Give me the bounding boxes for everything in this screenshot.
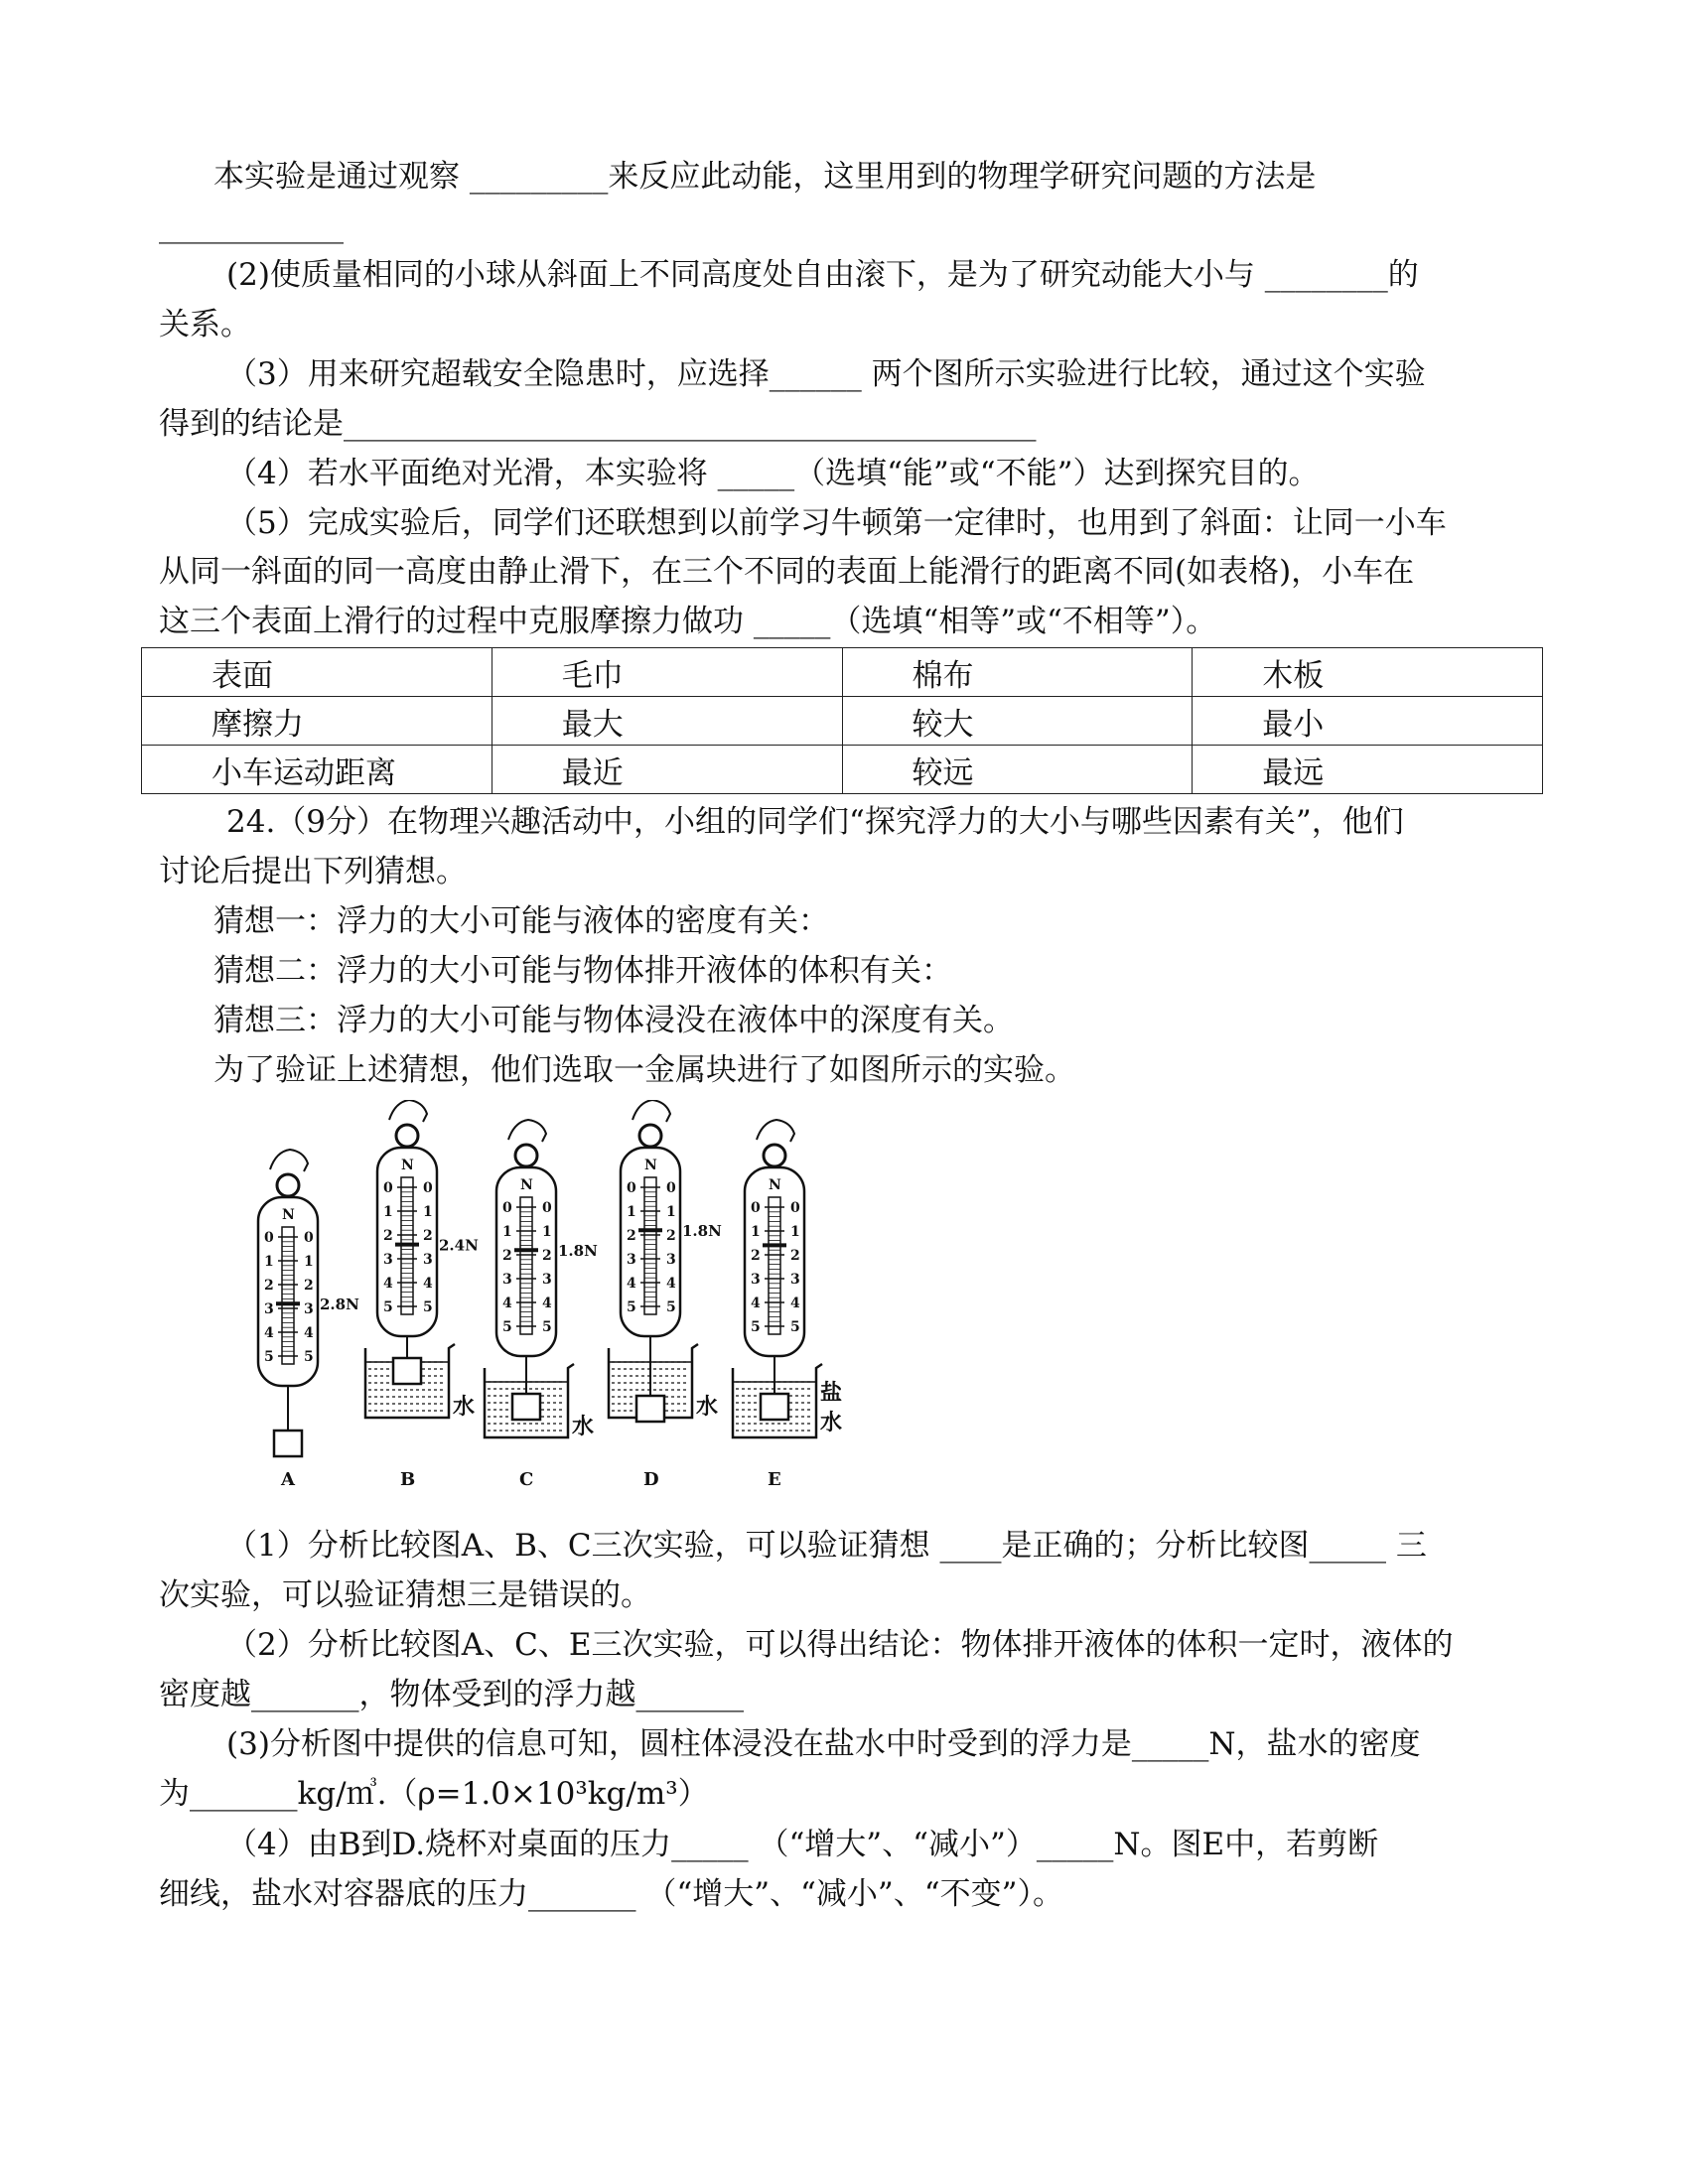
tick-label: 1 bbox=[304, 1254, 314, 1270]
spring-scale-A bbox=[258, 1150, 359, 1490]
hand-icon bbox=[389, 1100, 427, 1122]
tick-label: 4 bbox=[423, 1276, 433, 1292]
tick-label: 2 bbox=[790, 1248, 800, 1264]
spring-scale-B bbox=[365, 1100, 479, 1490]
reading-label: 2.8N bbox=[320, 1296, 359, 1314]
tick-label: 1 bbox=[751, 1224, 761, 1240]
figure-label: D bbox=[643, 1469, 659, 1490]
tick-label: 0 bbox=[264, 1230, 274, 1246]
tick-label: 3 bbox=[264, 1301, 274, 1317]
ring-icon bbox=[764, 1145, 785, 1166]
tick-label: 4 bbox=[790, 1296, 800, 1311]
tick-label: 0 bbox=[383, 1180, 393, 1196]
ring-icon bbox=[515, 1145, 537, 1166]
text-line: 本实验是通过观察 _________来反应此动能，这里用到的物理学研究问题的方法是 bbox=[213, 159, 1317, 195]
metal-block bbox=[636, 1396, 664, 1422]
tick-label: 4 bbox=[542, 1296, 552, 1311]
tick-label: 3 bbox=[383, 1252, 393, 1268]
tick-label: 1 bbox=[790, 1224, 800, 1240]
text-line: 关系。 bbox=[159, 307, 251, 342]
hand-icon bbox=[508, 1120, 546, 1142]
table-cell: 最大 bbox=[492, 697, 842, 746]
figure-label: C bbox=[519, 1469, 534, 1490]
tick-label: 5 bbox=[304, 1349, 314, 1365]
table-row bbox=[142, 746, 1543, 794]
tick-label: 1 bbox=[502, 1224, 512, 1240]
scale-track bbox=[520, 1197, 532, 1334]
tick-label: 3 bbox=[423, 1252, 433, 1268]
tick-label: 5 bbox=[502, 1319, 512, 1335]
tick-label: 4 bbox=[502, 1296, 512, 1311]
tick-label: 4 bbox=[264, 1325, 274, 1341]
metal-block bbox=[274, 1431, 302, 1456]
figure-label: E bbox=[768, 1469, 781, 1490]
surface-table bbox=[141, 647, 1543, 794]
tick-label: 3 bbox=[304, 1301, 314, 1317]
text-line: 猜想二：浮力的大小可能与物体排开液体的体积有关： bbox=[213, 953, 952, 989]
tick-label: 2 bbox=[502, 1248, 512, 1264]
tick-label: 4 bbox=[627, 1276, 636, 1292]
tick-label: 0 bbox=[542, 1200, 552, 1216]
scale-unit-label: N bbox=[644, 1158, 657, 1173]
liquid-label: 水 bbox=[453, 1394, 476, 1420]
tick-label: 3 bbox=[751, 1272, 761, 1288]
tick-label: 2 bbox=[264, 1278, 274, 1294]
tick-label: 3 bbox=[542, 1272, 552, 1288]
tick-label: 4 bbox=[751, 1296, 761, 1311]
tick-label: 2 bbox=[666, 1228, 676, 1244]
tick-label: 5 bbox=[423, 1299, 433, 1315]
table-row bbox=[142, 697, 1543, 746]
tick-label: 0 bbox=[304, 1230, 314, 1246]
reading-label: 2.4N bbox=[439, 1236, 479, 1255]
tick-label: 3 bbox=[666, 1252, 676, 1268]
tick-label: 3 bbox=[790, 1272, 800, 1288]
scale-unit-label: N bbox=[282, 1207, 295, 1223]
tick-label: 1 bbox=[423, 1204, 433, 1220]
text-line: 猜想三：浮力的大小可能与物体浸没在液体中的深度有关。 bbox=[213, 1003, 1014, 1038]
tick-label: 4 bbox=[383, 1276, 393, 1292]
scale-track bbox=[644, 1177, 656, 1314]
tick-label: 0 bbox=[502, 1200, 512, 1216]
scale-unit-label: N bbox=[769, 1177, 781, 1193]
tick-label: 5 bbox=[627, 1299, 636, 1315]
metal-block bbox=[761, 1394, 788, 1420]
tick-label: 2 bbox=[383, 1228, 393, 1244]
table-cell: 最近 bbox=[492, 746, 842, 794]
ring-icon bbox=[396, 1125, 418, 1147]
text-line: 次实验，可以验证猜想三是错误的。 bbox=[159, 1577, 651, 1613]
text-line: 密度越_______，物体受到的浮力越_______ bbox=[159, 1677, 744, 1712]
figure-label: B bbox=[400, 1469, 416, 1490]
text-line: 为了验证上述猜想，他们选取一金属块进行了如图所示的实验。 bbox=[213, 1052, 1075, 1088]
spring-scale-C bbox=[485, 1120, 598, 1490]
text-line: (2)使质量相同的小球从斜面上不同高度处自由滚下，是为了研究动能大小与 ________的 bbox=[226, 257, 1419, 293]
figure-label: A bbox=[281, 1469, 295, 1490]
tick-label: 1 bbox=[666, 1204, 676, 1220]
tick-label: 0 bbox=[627, 1180, 636, 1196]
text-line: (3)分析图中提供的信息可知，圆柱体浸没在盐水中时受到的浮力是_____N，盐水的密度 bbox=[226, 1726, 1421, 1762]
scale-unit-label: N bbox=[520, 1177, 533, 1193]
reading-label: 1.8N bbox=[558, 1242, 598, 1261]
tick-label: 2 bbox=[751, 1248, 761, 1264]
tick-label: 0 bbox=[790, 1200, 800, 1216]
table-cell: 木板 bbox=[1193, 648, 1543, 697]
text-line: 为_______kg/㎥.（ρ=1.0×10³kg/m³） bbox=[159, 1776, 709, 1812]
liquid-label: 水 bbox=[696, 1394, 719, 1420]
text-line: （3）用来研究超载安全隐患时，应选择______ 两个图所示实验进行比较，通过这个实验 bbox=[226, 356, 1426, 392]
scale-track bbox=[769, 1197, 780, 1334]
tick-label: 5 bbox=[542, 1319, 552, 1335]
tick-label: 5 bbox=[264, 1349, 274, 1365]
text-line: ____________ bbox=[159, 208, 344, 244]
text-line: 细线，盐水对容器底的压力_______ （“增大”、“减小”、“不变”）。 bbox=[159, 1876, 1063, 1912]
reading-label: 1.8N bbox=[682, 1222, 722, 1241]
tick-label: 2 bbox=[423, 1228, 433, 1244]
hand-icon bbox=[757, 1120, 794, 1142]
text-line: 猜想一：浮力的大小可能与液体的密度有关： bbox=[213, 903, 829, 939]
table-cell: 摩擦力 bbox=[142, 697, 492, 746]
hand-icon bbox=[633, 1100, 670, 1122]
spring-scale-E bbox=[733, 1120, 842, 1490]
tick-label: 1 bbox=[264, 1254, 274, 1270]
table-cell: 表面 bbox=[142, 648, 492, 697]
tick-label: 0 bbox=[423, 1180, 433, 1196]
tick-label: 0 bbox=[751, 1200, 761, 1216]
table-cell: 较远 bbox=[842, 746, 1193, 794]
tick-label: 3 bbox=[502, 1272, 512, 1288]
tick-label: 1 bbox=[627, 1204, 636, 1220]
ring-icon bbox=[277, 1174, 299, 1196]
scale-unit-label: N bbox=[401, 1158, 414, 1173]
scale-track bbox=[282, 1227, 294, 1364]
text-line: （2）分析比较图A、C、E三次实验，可以得出结论：物体排开液体的体积一定时，液体的 bbox=[226, 1627, 1454, 1663]
liquid-label: 水 bbox=[572, 1414, 595, 1439]
text-line: 讨论后提出下列猜想。 bbox=[159, 854, 467, 889]
tick-label: 1 bbox=[542, 1224, 552, 1240]
text-line: 这三个表面上滑行的过程中克服摩擦力做功 _____（选填“相等”或“不相等”）。 bbox=[159, 604, 1217, 639]
metal-block bbox=[393, 1358, 421, 1384]
tick-label: 1 bbox=[383, 1204, 393, 1220]
spring-scale-D bbox=[609, 1100, 722, 1490]
table-cell: 毛巾 bbox=[492, 648, 842, 697]
tick-label: 0 bbox=[666, 1180, 676, 1196]
text-line: 24.（9分）在物理兴趣活动中，小组的同学们“探究浮力的大小与哪些因素有关”，他们 bbox=[226, 804, 1404, 840]
tick-label: 5 bbox=[383, 1299, 393, 1315]
liquid-label: 盐 bbox=[820, 1380, 843, 1406]
text-line: （4）若水平面绝对光滑，本实验将 _____（选填“能”或“不能”）达到探究目的。 bbox=[226, 456, 1320, 491]
tick-label: 2 bbox=[542, 1248, 552, 1264]
tick-label: 3 bbox=[627, 1252, 636, 1268]
hand-icon bbox=[270, 1150, 308, 1171]
text-line: 得到的结论是_____________________________________________ bbox=[159, 406, 1037, 442]
metal-block bbox=[512, 1394, 540, 1420]
tick-label: 2 bbox=[627, 1228, 636, 1244]
table-cell: 棉布 bbox=[842, 648, 1193, 697]
liquid-label: 水 bbox=[820, 1410, 843, 1435]
text-line: （1）分析比较图A、B、C三次实验，可以验证猜想 ____是正确的；分析比较图_____ 三 bbox=[226, 1528, 1427, 1564]
spring-scale-figure bbox=[223, 1100, 918, 1497]
table-row bbox=[142, 648, 1543, 697]
text-line: （4）由B到D.烧杯对桌面的压力_____ （“增大”、“减小”）_____N。图E中，若剪断 bbox=[226, 1827, 1379, 1862]
table-cell: 最小 bbox=[1193, 697, 1543, 746]
tick-label: 2 bbox=[304, 1278, 314, 1294]
tick-label: 5 bbox=[666, 1299, 676, 1315]
table-cell: 较大 bbox=[842, 697, 1193, 746]
table-cell: 小车运动距离 bbox=[142, 746, 492, 794]
tick-label: 5 bbox=[790, 1319, 800, 1335]
tick-label: 4 bbox=[304, 1325, 314, 1341]
table-cell: 最远 bbox=[1193, 746, 1543, 794]
tick-label: 4 bbox=[666, 1276, 676, 1292]
tick-label: 5 bbox=[751, 1319, 761, 1335]
text-line: 从同一斜面的同一高度由静止滑下，在三个不同的表面上能滑行的距离不同(如表格)，小车在 bbox=[159, 554, 1415, 590]
ring-icon bbox=[639, 1125, 661, 1147]
text-line: （5）完成实验后，同学们还联想到以前学习牛顿第一定律时，也用到了斜面：让同一小车 bbox=[226, 505, 1447, 541]
